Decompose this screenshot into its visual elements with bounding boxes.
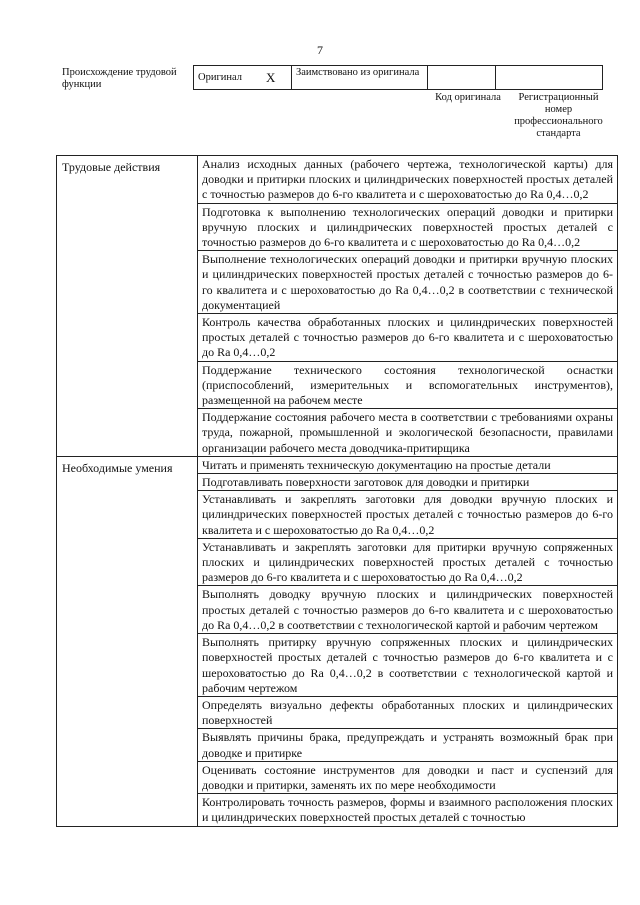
table-row <box>57 456 618 473</box>
section-label: Необходимые умения <box>57 456 198 826</box>
section-item: Устанавливать и закреплять заготовки для притирки вручную сопряженных плоских и цилиндрических поверхностей простых деталей с точностью размеров до 6-го квалитета и с шероховатостью до Ra 0,4…0,2 <box>198 538 618 586</box>
section-item: Подготовка к выполнению технологических операций доводки и притирки вручную плоских и цилиндрических поверхностей простых деталей с точностью размеров до 6-го квалитета и с шероховатостью до Ra 0,4…0,2 <box>198 203 618 251</box>
function-table <box>56 155 618 827</box>
section-item: Поддержание технического состояния технологической оснастки (приспособлений, измерительных и вспомогательных инструментов), размещенной на рабочем месте <box>198 361 618 409</box>
origin-label: Происхождение трудовой функции <box>62 67 177 90</box>
borrowed-cell <box>292 66 428 90</box>
section-item: Выполнять доводку вручную плоских и цилиндрических поверхностей простых деталей с точностью размеров до 6-го квалитета и с шероховатостью до Ra 0,4…0,2 в соответствии с технологической картой и рабочим чертежом <box>198 586 618 634</box>
original-label: Оригинал <box>198 72 242 83</box>
section-item: Читать и применять техническую документацию на простые детали <box>198 456 618 473</box>
section-item: Определять визуально дефекты обработанных плоских и цилиндрических поверхностей <box>198 696 618 728</box>
section-item: Анализ исходных данных (рабочего чертежа, технологической карты) для доводки и притирки плоских и цилиндрических поверхностей простых деталей с точностью размеров до 6-го квалитета и с шероховатостью до Ra 0,4…0,2 <box>198 156 618 204</box>
section-item: Устанавливать и закреплять заготовки для доводки вручную плоских и цилиндрических поверхностей простых деталей с точностью размеров до 6-го квалитета и с шероховатостью до Ra 0,4…0,2 <box>198 491 618 539</box>
section-item: Выявлять причины брака, предупреждать и устранять возможный брак при доводке и притирке <box>198 729 618 761</box>
registration-number-cell <box>496 66 603 90</box>
borrowed-label: Заимствовано из оригинала <box>296 67 420 78</box>
registration-caption: Регистрационный номер профессионального стандарта <box>514 92 603 139</box>
code-caption: Код оригинала <box>435 92 501 103</box>
section-label: Трудовые действия <box>57 156 198 457</box>
original-cell <box>194 66 292 90</box>
function-table-body <box>57 156 618 827</box>
table-row <box>57 156 618 204</box>
section-item: Контроль качества обработанных плоских и цилиндрических поверхностей простых деталей с точностью размеров до 6-го квалитета и с шероховатостью до Ra 0,4…0,2 <box>198 314 618 362</box>
section-item: Выполнение технологических операций доводки и притирки вручную плоских и цилиндрических поверхностей простых деталей с точностью размеров до 6-го квалитета и с шероховатостью до Ra 0,4…0,2 в соответствии с технической документацией <box>198 251 618 314</box>
original-code-cell <box>428 66 496 90</box>
section-item: Поддержание состояния рабочего места в соответствии с требованиями охраны труда, пожарной, промышленной и экологической безопасности, правилами организации рабочего места доводчика-притирщика <box>198 409 618 457</box>
section-item: Выполнять притирку вручную сопряженных плоских и цилиндрических поверхностей простых деталей с точностью размеров до 6-го квалитета и с шероховатостью до Ra 0,4…0,2 в соответствии с технологической картой и рабочим чертежом <box>198 634 618 697</box>
section-item: Подготавливать поверхности заготовок для доводки и притирки <box>198 474 618 491</box>
origin-table <box>193 65 603 90</box>
original-mark: X <box>266 70 276 85</box>
page-number: 7 <box>317 43 323 57</box>
section-item: Оценивать состояние инструментов для доводки и паст и суспензий для доводки и притирки, заменять их по мере необходимости <box>198 761 618 793</box>
section-item: Контролировать точность размеров, формы и взаимного расположения плоских и цилиндрических поверхностей простых деталей с точностью <box>198 794 618 826</box>
